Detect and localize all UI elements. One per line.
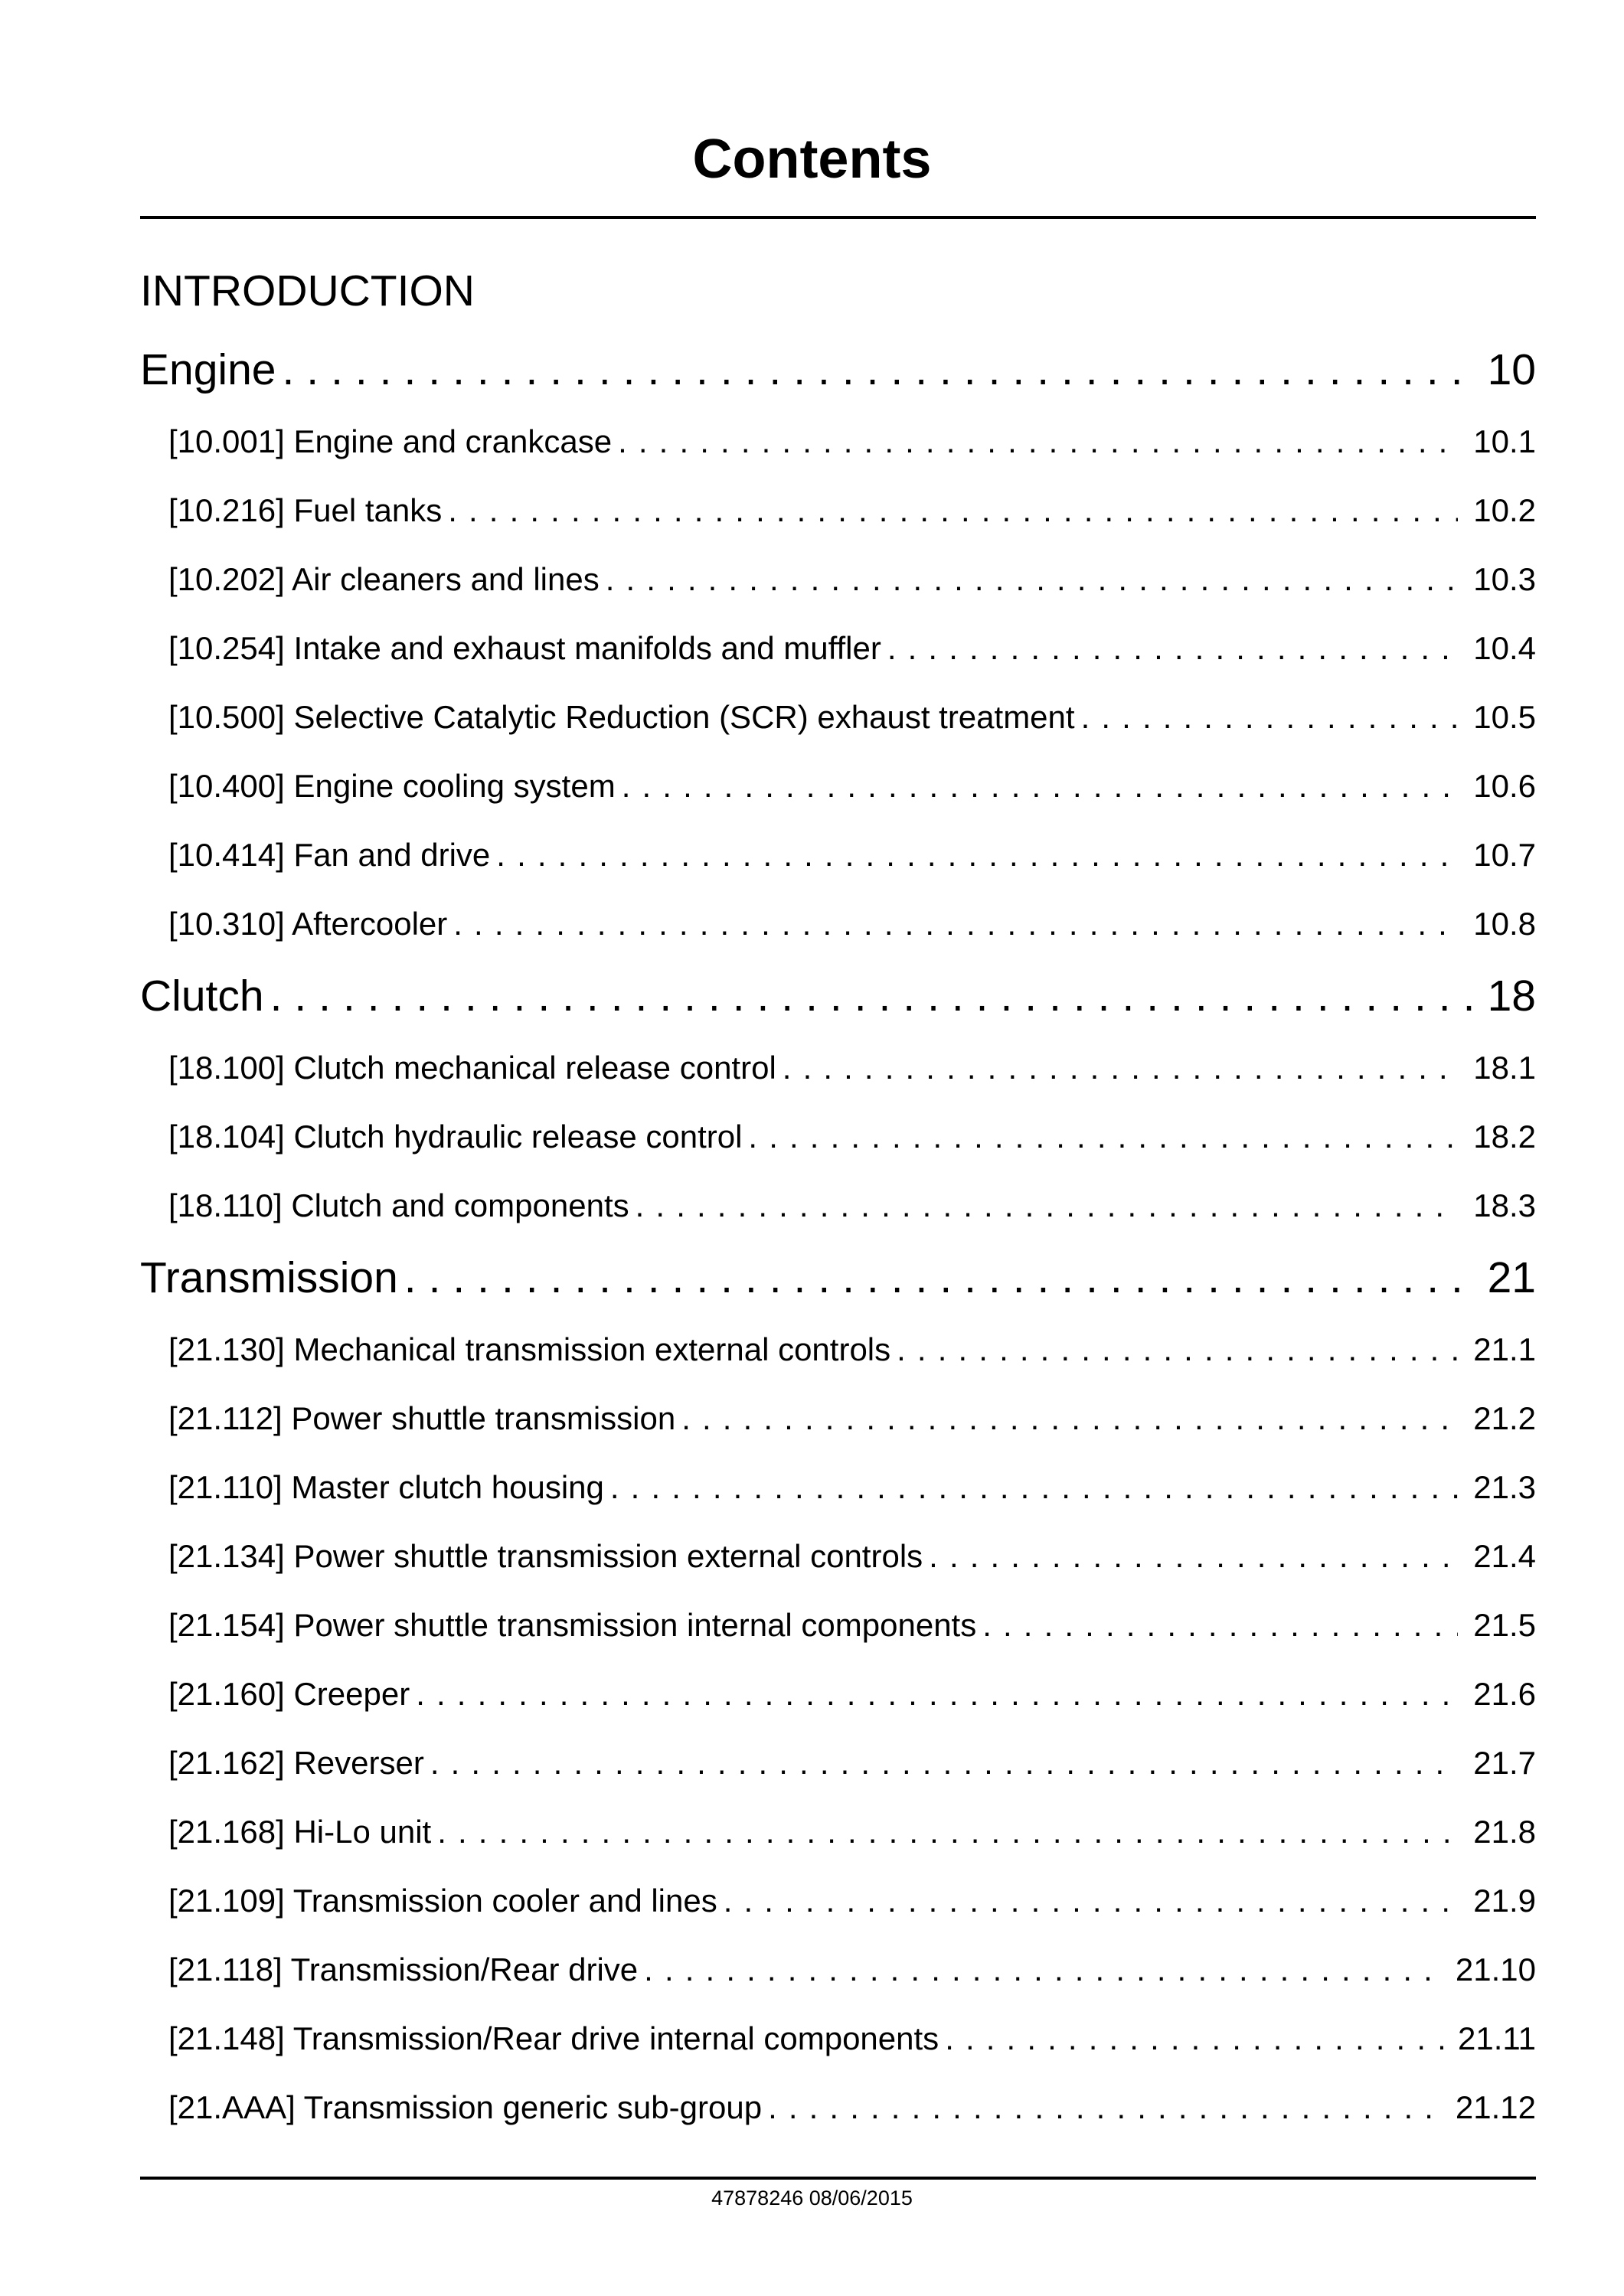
toc-page-number: 18.1	[1473, 1050, 1536, 1086]
dot-leader	[622, 768, 1458, 805]
toc-entry[interactable]	[168, 630, 1536, 671]
toc-page-number: 21.11	[1458, 2020, 1536, 2056]
toc-page-number: 21.12	[1455, 2089, 1536, 2125]
toc-entry-label: [21.112] Power shuttle transmission	[168, 1400, 676, 1436]
toc-entry[interactable]	[168, 1119, 1536, 1160]
toc-entry[interactable]	[168, 837, 1536, 878]
dot-leader	[783, 1050, 1458, 1086]
toc-section-engine[interactable]	[140, 345, 1536, 398]
toc-entry-label: [21.130] Mechanical transmission external controls	[168, 1331, 891, 1367]
toc-entry[interactable]	[168, 1607, 1536, 1648]
toc-entry-label: [21.154] Power shuttle transmission internal components	[168, 1607, 977, 1643]
toc-entry-label: [21.148] Transmission/Rear drive internal components	[168, 2020, 939, 2056]
toc-page-number: 10.3	[1473, 561, 1536, 597]
intro-heading: INTRODUCTION	[140, 266, 475, 315]
title-divider	[140, 216, 1536, 219]
dot-leader	[644, 1951, 1442, 1988]
toc-page-number: 21.6	[1473, 1676, 1536, 1712]
toc-entry-label: [18.104] Clutch hydraulic release control	[168, 1119, 743, 1155]
toc-entry[interactable]	[168, 561, 1536, 603]
toc-page-number: 18.3	[1473, 1187, 1536, 1223]
toc-entry[interactable]	[168, 1538, 1536, 1579]
toc-entry-label: [18.100] Clutch mechanical release control	[168, 1050, 776, 1086]
toc-entry-label: [21.109] Transmission cooler and lines	[168, 1883, 717, 1919]
toc-section-clutch[interactable]	[140, 971, 1536, 1024]
dot-leader	[681, 1400, 1458, 1437]
toc-section-transmission[interactable]	[140, 1253, 1536, 1306]
toc-entry-label: [10.500] Selective Catalytic Reduction (SCR) exhaust treatment	[168, 699, 1075, 735]
toc-entry[interactable]	[168, 1050, 1536, 1091]
dot-leader	[430, 1745, 1458, 1782]
toc-page-number: 21.4	[1473, 1538, 1536, 1574]
dot-leader	[748, 1119, 1458, 1155]
toc-entry[interactable]	[168, 1951, 1536, 1993]
toc-entry[interactable]	[168, 1814, 1536, 1855]
dot-leader	[606, 561, 1458, 598]
toc-page-number: 18	[1487, 972, 1536, 1021]
toc-entry-label: [10.310] Aftercooler	[168, 906, 448, 942]
toc-page-number: 21.3	[1473, 1469, 1536, 1505]
toc-page-number: 21.8	[1473, 1814, 1536, 1850]
dot-leader	[270, 971, 1474, 1021]
toc-entry-label: [10.254] Intake and exhaust manifolds and muffler	[168, 630, 881, 666]
toc-entry-label: [21.110] Master clutch housing	[168, 1469, 604, 1505]
dot-leader	[453, 906, 1458, 942]
footer-doc-id: 47878246 08/06/2015	[711, 2187, 913, 2209]
toc-entry-label: [21.134] Power shuttle transmission external controls	[168, 1538, 923, 1574]
toc-page-number: 10	[1487, 345, 1536, 394]
toc-entry[interactable]	[168, 699, 1536, 740]
toc-entry-label: [21.118] Transmission/Rear drive	[168, 1951, 639, 1987]
toc-page-number: 10.8	[1473, 906, 1536, 942]
dot-leader	[496, 837, 1458, 874]
dot-leader	[945, 2020, 1444, 2057]
toc-section-label: Engine	[140, 345, 276, 394]
toc-entry-label: [10.400] Engine cooling system	[168, 768, 616, 804]
toc-page-number: 10.5	[1473, 699, 1536, 735]
dot-leader	[982, 1607, 1458, 1644]
dot-leader	[610, 1469, 1458, 1506]
toc-page-number: 10.1	[1473, 423, 1536, 459]
toc-entry-label: [21.160] Creeper	[168, 1676, 410, 1712]
toc-page-number: 10.4	[1473, 630, 1536, 666]
toc-page-number: 21.1	[1473, 1331, 1536, 1367]
toc-entry-label: [10.414] Fan and drive	[168, 837, 491, 873]
dot-leader	[1081, 699, 1458, 736]
toc-entry[interactable]	[168, 1745, 1536, 1786]
toc-page-number: 10.2	[1473, 492, 1536, 528]
toc-page-number: 21.7	[1473, 1745, 1536, 1781]
toc-entry-label: [10.001] Engine and crankcase	[168, 423, 613, 459]
toc-entry-label: [21.168] Hi-Lo unit	[168, 1814, 432, 1850]
toc-entry[interactable]	[168, 2020, 1536, 2062]
toc-section-label: Clutch	[140, 972, 264, 1021]
toc-page-number: 18.2	[1473, 1119, 1536, 1155]
toc-entry[interactable]	[168, 492, 1536, 534]
toc-page-number: 21.9	[1473, 1883, 1536, 1919]
toc-entry-label: [10.202] Air cleaners and lines	[168, 561, 600, 597]
toc-entry[interactable]	[168, 906, 1536, 947]
dot-leader	[404, 1253, 1474, 1303]
toc-entry[interactable]	[168, 1676, 1536, 1717]
toc-entry-label: [21.162] Reverser	[168, 1745, 424, 1781]
toc-entry-label: [18.110] Clutch and components	[168, 1187, 629, 1223]
dot-leader	[448, 492, 1458, 529]
dot-leader	[437, 1814, 1458, 1850]
toc-entry[interactable]	[168, 768, 1536, 809]
toc-page-number: 10.7	[1473, 837, 1536, 873]
toc-entry-label: [10.216] Fuel tanks	[168, 492, 443, 528]
toc-entry[interactable]	[168, 1883, 1536, 1924]
toc-entry[interactable]	[168, 2089, 1536, 2131]
dot-leader	[618, 423, 1458, 460]
toc-entry-label: [21.AAA] Transmission generic sub-group	[168, 2089, 763, 2125]
toc-entry[interactable]	[168, 1331, 1536, 1373]
dot-leader	[283, 345, 1474, 395]
dot-leader	[416, 1676, 1458, 1713]
dot-leader	[768, 2089, 1442, 2126]
toc-page-number: 21.10	[1455, 1951, 1536, 1987]
toc-entry[interactable]	[168, 1469, 1536, 1511]
toc-entry[interactable]	[168, 1187, 1536, 1229]
toc-entry[interactable]	[168, 423, 1536, 465]
toc-page-number: 10.6	[1473, 768, 1536, 804]
toc-page-number: 21	[1487, 1253, 1536, 1302]
toc-page-number: 21.5	[1473, 1607, 1536, 1643]
dot-leader	[897, 1331, 1458, 1368]
toc-entry[interactable]	[168, 1400, 1536, 1442]
page-title: Contents	[692, 129, 932, 190]
toc-section-label: Transmission	[140, 1253, 398, 1302]
dot-leader	[887, 630, 1458, 667]
dot-leader	[929, 1538, 1458, 1575]
toc-page-number: 21.2	[1473, 1400, 1536, 1436]
dot-leader	[636, 1187, 1458, 1224]
footer-divider	[140, 2177, 1536, 2180]
dot-leader	[724, 1883, 1458, 1919]
